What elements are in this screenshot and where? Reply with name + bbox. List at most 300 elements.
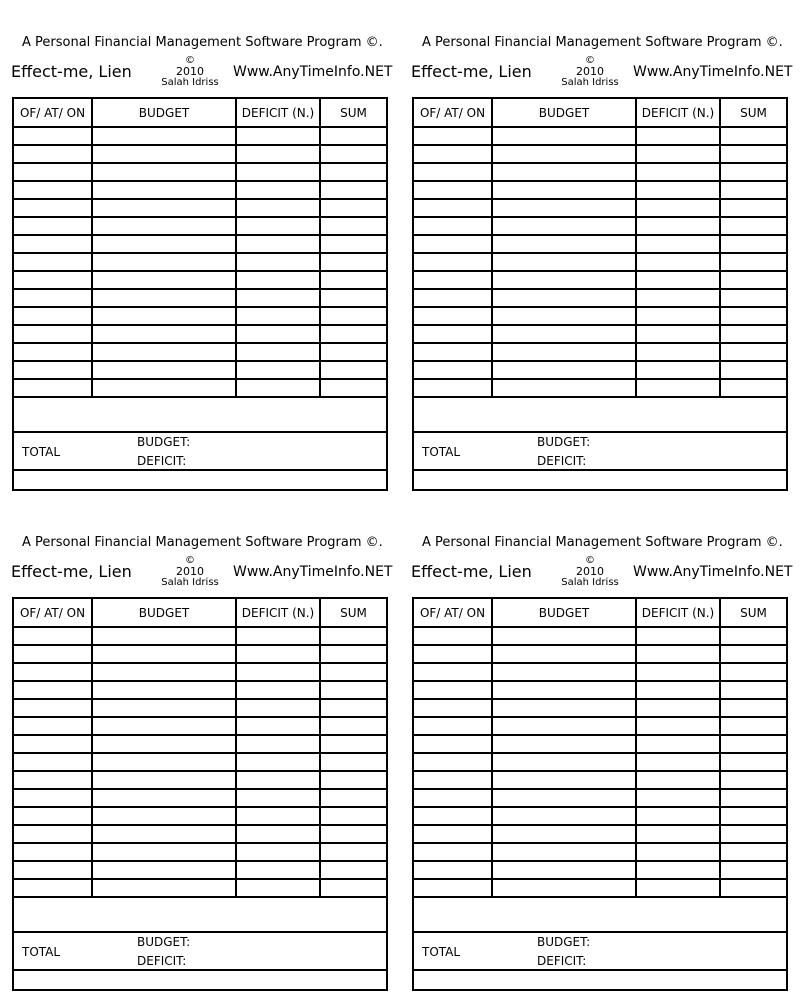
ledger-row bbox=[14, 699, 386, 717]
ledger-row bbox=[14, 627, 386, 645]
deficit-cell[interactable] bbox=[636, 861, 720, 879]
date-cell[interactable] bbox=[414, 145, 492, 163]
deficit-cell[interactable] bbox=[236, 663, 320, 681]
budget-cell[interactable] bbox=[92, 289, 236, 307]
deficit-cell[interactable] bbox=[636, 235, 720, 253]
deficit-cell[interactable] bbox=[236, 199, 320, 217]
deficit-cell[interactable] bbox=[236, 771, 320, 789]
deficit-cell[interactable] bbox=[636, 879, 720, 897]
deficit-cell[interactable] bbox=[236, 145, 320, 163]
column-header-deficit: DEFICIT (N.) bbox=[236, 599, 320, 627]
deficit-cell[interactable] bbox=[236, 627, 320, 645]
date-cell[interactable] bbox=[414, 253, 492, 271]
date-cell[interactable] bbox=[414, 879, 492, 897]
sum-cell[interactable] bbox=[720, 235, 786, 253]
date-cell[interactable] bbox=[14, 199, 92, 217]
ledger-row bbox=[414, 753, 786, 771]
date-cell[interactable] bbox=[414, 127, 492, 145]
budget-cell[interactable] bbox=[492, 825, 636, 843]
date-cell[interactable] bbox=[14, 145, 92, 163]
deficit-cell[interactable] bbox=[636, 807, 720, 825]
deficit-cell[interactable] bbox=[636, 271, 720, 289]
date-cell[interactable] bbox=[14, 127, 92, 145]
date-cell[interactable] bbox=[414, 235, 492, 253]
date-cell[interactable] bbox=[14, 235, 92, 253]
deficit-cell[interactable] bbox=[636, 753, 720, 771]
ledger-row bbox=[14, 843, 386, 861]
sum-cell[interactable] bbox=[720, 789, 786, 807]
budget-cell[interactable] bbox=[92, 271, 236, 289]
date-cell[interactable] bbox=[14, 843, 92, 861]
budget-cell[interactable] bbox=[92, 199, 236, 217]
date-cell[interactable] bbox=[14, 271, 92, 289]
budget-cell[interactable] bbox=[92, 735, 236, 753]
sum-cell[interactable] bbox=[720, 843, 786, 861]
deficit-cell[interactable] bbox=[236, 307, 320, 325]
ledger-row bbox=[414, 807, 786, 825]
ledger-row bbox=[14, 681, 386, 699]
deficit-cell[interactable] bbox=[236, 807, 320, 825]
sum-cell[interactable] bbox=[320, 127, 386, 145]
sum-cell[interactable] bbox=[720, 717, 786, 735]
date-cell[interactable] bbox=[14, 645, 92, 663]
footer-row bbox=[414, 969, 786, 991]
ledger-row bbox=[14, 645, 386, 663]
budget-cell[interactable] bbox=[92, 717, 236, 735]
sum-cell[interactable] bbox=[320, 627, 386, 645]
ledger-row bbox=[414, 735, 786, 753]
sum-cell[interactable] bbox=[320, 645, 386, 663]
sum-cell[interactable] bbox=[720, 325, 786, 343]
date-cell[interactable] bbox=[414, 735, 492, 753]
date-cell[interactable] bbox=[414, 717, 492, 735]
sum-cell[interactable] bbox=[720, 735, 786, 753]
deficit-cell[interactable] bbox=[636, 343, 720, 361]
sum-cell[interactable] bbox=[720, 163, 786, 181]
deficit-cell[interactable] bbox=[236, 645, 320, 663]
sum-cell[interactable] bbox=[720, 879, 786, 897]
sum-cell[interactable] bbox=[720, 181, 786, 199]
sum-cell[interactable] bbox=[320, 199, 386, 217]
budget-cell[interactable] bbox=[92, 325, 236, 343]
date-cell[interactable] bbox=[14, 663, 92, 681]
sum-cell[interactable] bbox=[320, 379, 386, 397]
sum-cell[interactable] bbox=[320, 681, 386, 699]
deficit-cell[interactable] bbox=[636, 843, 720, 861]
sum-cell[interactable] bbox=[320, 217, 386, 235]
date-cell[interactable] bbox=[14, 163, 92, 181]
budget-card bbox=[400, 500, 800, 1000]
total-label: TOTAL bbox=[422, 945, 461, 959]
budget-cell[interactable] bbox=[492, 807, 636, 825]
sum-cell[interactable] bbox=[720, 127, 786, 145]
budget-cell[interactable] bbox=[492, 663, 636, 681]
date-cell[interactable] bbox=[14, 325, 92, 343]
website-text: Www.AnyTimeInfo.NET bbox=[233, 564, 393, 580]
column-header-deficit: DEFICIT (N.) bbox=[636, 599, 720, 627]
total-label: TOTAL bbox=[422, 445, 461, 459]
budget-total-label: BUDGET: bbox=[537, 435, 591, 449]
ledger-row bbox=[14, 771, 386, 789]
date-cell[interactable] bbox=[414, 199, 492, 217]
budget-cell[interactable] bbox=[492, 753, 636, 771]
deficit-cell[interactable] bbox=[636, 361, 720, 379]
budget-cell[interactable] bbox=[492, 879, 636, 897]
deficit-cell[interactable] bbox=[236, 217, 320, 235]
date-cell[interactable] bbox=[414, 217, 492, 235]
sum-cell[interactable] bbox=[720, 663, 786, 681]
sum-cell[interactable] bbox=[320, 735, 386, 753]
budget-cell[interactable] bbox=[492, 325, 636, 343]
date-cell[interactable] bbox=[414, 325, 492, 343]
deficit-cell[interactable] bbox=[236, 789, 320, 807]
column-header-sum: SUM bbox=[320, 99, 386, 127]
date-cell[interactable] bbox=[14, 379, 92, 397]
budget-cell[interactable] bbox=[492, 627, 636, 645]
column-header-sum: SUM bbox=[720, 599, 786, 627]
sum-cell[interactable] bbox=[320, 717, 386, 735]
deficit-cell[interactable] bbox=[636, 735, 720, 753]
budget-cell[interactable] bbox=[92, 879, 236, 897]
budget-cell[interactable] bbox=[492, 271, 636, 289]
column-header-date: OF/ AT/ ON bbox=[414, 599, 492, 627]
sum-cell[interactable] bbox=[720, 681, 786, 699]
ledger-sheet bbox=[412, 97, 788, 491]
ledger-row bbox=[414, 235, 786, 253]
budget-cell[interactable] bbox=[492, 163, 636, 181]
date-cell[interactable] bbox=[414, 753, 492, 771]
deficit-cell[interactable] bbox=[236, 163, 320, 181]
sum-cell[interactable] bbox=[320, 145, 386, 163]
budget-cell[interactable] bbox=[92, 343, 236, 361]
date-cell[interactable] bbox=[414, 861, 492, 879]
date-cell[interactable] bbox=[414, 379, 492, 397]
date-cell[interactable] bbox=[14, 289, 92, 307]
date-cell[interactable] bbox=[14, 343, 92, 361]
date-cell[interactable] bbox=[414, 271, 492, 289]
ledger-row bbox=[414, 361, 786, 379]
budget-cell[interactable] bbox=[492, 379, 636, 397]
ledger-row bbox=[14, 789, 386, 807]
budget-cell[interactable] bbox=[492, 717, 636, 735]
budget-cell[interactable] bbox=[92, 627, 236, 645]
ledger-row bbox=[14, 253, 386, 271]
date-cell[interactable] bbox=[14, 879, 92, 897]
deficit-cell[interactable] bbox=[236, 361, 320, 379]
ledger-row bbox=[14, 163, 386, 181]
deficit-cell[interactable] bbox=[636, 825, 720, 843]
budget-card bbox=[0, 0, 400, 500]
deficit-cell[interactable] bbox=[236, 681, 320, 699]
deficit-cell[interactable] bbox=[236, 379, 320, 397]
ledger-row bbox=[414, 253, 786, 271]
deficit-cell[interactable] bbox=[236, 735, 320, 753]
ledger-row bbox=[414, 217, 786, 235]
budget-cell[interactable] bbox=[492, 181, 636, 199]
deficit-cell[interactable] bbox=[636, 627, 720, 645]
deficit-cell[interactable] bbox=[236, 127, 320, 145]
deficit-cell[interactable] bbox=[236, 879, 320, 897]
budget-cell[interactable] bbox=[92, 361, 236, 379]
deficit-cell[interactable] bbox=[236, 843, 320, 861]
sum-cell[interactable] bbox=[720, 307, 786, 325]
date-cell[interactable] bbox=[14, 627, 92, 645]
budget-cell[interactable] bbox=[92, 825, 236, 843]
budget-cell[interactable] bbox=[492, 199, 636, 217]
column-header-sum: SUM bbox=[720, 99, 786, 127]
budget-cell[interactable] bbox=[92, 753, 236, 771]
budget-cell[interactable] bbox=[492, 253, 636, 271]
budget-cell[interactable] bbox=[492, 861, 636, 879]
deficit-cell[interactable] bbox=[236, 289, 320, 307]
deficit-cell[interactable] bbox=[636, 379, 720, 397]
ledger-row bbox=[414, 343, 786, 361]
sum-cell[interactable] bbox=[720, 379, 786, 397]
ledger-row bbox=[14, 145, 386, 163]
date-cell[interactable] bbox=[14, 681, 92, 699]
column-header-sum: SUM bbox=[320, 599, 386, 627]
sum-cell[interactable] bbox=[720, 289, 786, 307]
budget-cell[interactable] bbox=[492, 645, 636, 663]
date-cell[interactable] bbox=[14, 217, 92, 235]
brand-name: Effect-me, Lien bbox=[11, 562, 132, 581]
date-cell[interactable] bbox=[14, 771, 92, 789]
date-cell[interactable] bbox=[14, 825, 92, 843]
date-cell[interactable] bbox=[414, 627, 492, 645]
sum-cell[interactable] bbox=[320, 699, 386, 717]
date-cell[interactable] bbox=[14, 181, 92, 199]
deficit-total-label: DEFICIT: bbox=[537, 454, 587, 468]
deficit-cell[interactable] bbox=[236, 825, 320, 843]
sum-cell[interactable] bbox=[320, 825, 386, 843]
deficit-cell[interactable] bbox=[636, 663, 720, 681]
sum-cell[interactable] bbox=[320, 271, 386, 289]
sum-cell[interactable] bbox=[320, 307, 386, 325]
copyright-block bbox=[150, 555, 230, 588]
deficit-cell[interactable] bbox=[636, 717, 720, 735]
sum-cell[interactable] bbox=[720, 699, 786, 717]
ledger-row bbox=[414, 199, 786, 217]
sum-cell[interactable] bbox=[320, 289, 386, 307]
sum-cell[interactable] bbox=[720, 199, 786, 217]
date-cell[interactable] bbox=[414, 681, 492, 699]
sum-cell[interactable] bbox=[320, 753, 386, 771]
sum-cell[interactable] bbox=[720, 645, 786, 663]
date-cell[interactable] bbox=[14, 699, 92, 717]
budget-cell[interactable] bbox=[492, 361, 636, 379]
total-section bbox=[414, 931, 786, 971]
budget-cell[interactable] bbox=[92, 681, 236, 699]
deficit-cell[interactable] bbox=[236, 325, 320, 343]
budget-cell[interactable] bbox=[492, 681, 636, 699]
sum-cell[interactable] bbox=[720, 807, 786, 825]
deficit-cell[interactable] bbox=[236, 253, 320, 271]
ledger-row bbox=[14, 717, 386, 735]
deficit-cell[interactable] bbox=[636, 681, 720, 699]
budget-cell[interactable] bbox=[92, 379, 236, 397]
sum-cell[interactable] bbox=[320, 663, 386, 681]
deficit-cell[interactable] bbox=[636, 145, 720, 163]
deficit-cell[interactable] bbox=[636, 127, 720, 145]
budget-total-label: BUDGET: bbox=[137, 935, 191, 949]
budget-cell[interactable] bbox=[492, 699, 636, 717]
budget-cell[interactable] bbox=[92, 663, 236, 681]
budget-cell[interactable] bbox=[492, 145, 636, 163]
budget-cell[interactable] bbox=[492, 735, 636, 753]
budget-cell[interactable] bbox=[92, 771, 236, 789]
deficit-cell[interactable] bbox=[236, 861, 320, 879]
sum-cell[interactable] bbox=[720, 217, 786, 235]
sum-cell[interactable] bbox=[720, 253, 786, 271]
sum-cell[interactable] bbox=[320, 325, 386, 343]
deficit-cell[interactable] bbox=[636, 325, 720, 343]
budget-cell[interactable] bbox=[92, 699, 236, 717]
date-cell[interactable] bbox=[414, 163, 492, 181]
column-header-budget: BUDGET bbox=[492, 99, 636, 127]
budget-cell[interactable] bbox=[492, 217, 636, 235]
sum-cell[interactable] bbox=[320, 343, 386, 361]
deficit-cell[interactable] bbox=[236, 753, 320, 771]
deficit-cell[interactable] bbox=[236, 699, 320, 717]
budget-cell[interactable] bbox=[492, 843, 636, 861]
deficit-cell[interactable] bbox=[636, 789, 720, 807]
date-cell[interactable] bbox=[14, 753, 92, 771]
date-cell[interactable] bbox=[14, 253, 92, 271]
sum-cell[interactable] bbox=[320, 361, 386, 379]
date-cell[interactable] bbox=[414, 807, 492, 825]
sum-cell[interactable] bbox=[720, 753, 786, 771]
budget-cell[interactable] bbox=[92, 127, 236, 145]
deficit-cell[interactable] bbox=[636, 771, 720, 789]
budget-cell[interactable] bbox=[492, 235, 636, 253]
author-name: Salah Idriss bbox=[561, 77, 619, 88]
deficit-cell[interactable] bbox=[236, 181, 320, 199]
deficit-cell[interactable] bbox=[636, 217, 720, 235]
deficit-cell[interactable] bbox=[236, 717, 320, 735]
date-cell[interactable] bbox=[414, 789, 492, 807]
sum-cell[interactable] bbox=[720, 861, 786, 879]
deficit-cell[interactable] bbox=[236, 235, 320, 253]
budget-cell[interactable] bbox=[492, 289, 636, 307]
sum-cell[interactable] bbox=[320, 789, 386, 807]
budget-cell[interactable] bbox=[92, 253, 236, 271]
date-cell[interactable] bbox=[414, 343, 492, 361]
date-cell[interactable] bbox=[414, 843, 492, 861]
date-cell[interactable] bbox=[414, 181, 492, 199]
ledger-row bbox=[14, 663, 386, 681]
date-cell[interactable] bbox=[414, 825, 492, 843]
deficit-total-label: DEFICIT: bbox=[137, 954, 187, 968]
date-cell[interactable] bbox=[14, 717, 92, 735]
budget-cell[interactable] bbox=[92, 789, 236, 807]
budget-cell[interactable] bbox=[92, 181, 236, 199]
deficit-cell[interactable] bbox=[636, 181, 720, 199]
deficit-cell[interactable] bbox=[636, 289, 720, 307]
sum-cell[interactable] bbox=[720, 825, 786, 843]
sum-cell[interactable] bbox=[320, 861, 386, 879]
copyright-block bbox=[550, 55, 630, 88]
sum-cell[interactable] bbox=[720, 771, 786, 789]
date-cell[interactable] bbox=[14, 361, 92, 379]
column-header-date: OF/ AT/ ON bbox=[414, 99, 492, 127]
deficit-cell[interactable] bbox=[636, 199, 720, 217]
ledger-row bbox=[14, 861, 386, 879]
sum-cell[interactable] bbox=[320, 843, 386, 861]
date-cell[interactable] bbox=[14, 789, 92, 807]
budget-cell[interactable] bbox=[92, 861, 236, 879]
sum-cell[interactable] bbox=[720, 627, 786, 645]
date-cell[interactable] bbox=[14, 735, 92, 753]
sum-cell[interactable] bbox=[320, 807, 386, 825]
ledger-header-row bbox=[414, 599, 786, 627]
budget-cell[interactable] bbox=[492, 789, 636, 807]
website-text: Www.AnyTimeInfo.NET bbox=[633, 564, 793, 580]
budget-cell[interactable] bbox=[92, 645, 236, 663]
date-cell[interactable] bbox=[414, 699, 492, 717]
column-header-budget: BUDGET bbox=[492, 599, 636, 627]
budget-cell[interactable] bbox=[92, 235, 236, 253]
budget-cell[interactable] bbox=[92, 807, 236, 825]
budget-cell[interactable] bbox=[92, 163, 236, 181]
column-header-deficit: DEFICIT (N.) bbox=[236, 99, 320, 127]
deficit-cell[interactable] bbox=[636, 253, 720, 271]
sum-cell[interactable] bbox=[720, 343, 786, 361]
sum-cell[interactable] bbox=[320, 181, 386, 199]
date-cell[interactable] bbox=[414, 771, 492, 789]
date-cell[interactable] bbox=[14, 307, 92, 325]
budget-cell[interactable] bbox=[92, 145, 236, 163]
deficit-cell[interactable] bbox=[636, 645, 720, 663]
date-cell[interactable] bbox=[414, 307, 492, 325]
sum-cell[interactable] bbox=[320, 253, 386, 271]
budget-cell[interactable] bbox=[492, 307, 636, 325]
date-cell[interactable] bbox=[14, 861, 92, 879]
budget-cell[interactable] bbox=[492, 343, 636, 361]
date-cell[interactable] bbox=[414, 663, 492, 681]
column-header-date: OF/ AT/ ON bbox=[14, 99, 92, 127]
ledger-row bbox=[414, 879, 786, 897]
sum-cell[interactable] bbox=[720, 361, 786, 379]
budget-cell[interactable] bbox=[92, 217, 236, 235]
sum-cell[interactable] bbox=[320, 771, 386, 789]
sum-cell[interactable] bbox=[720, 145, 786, 163]
copyright-icon: © bbox=[585, 555, 595, 566]
budget-cell[interactable] bbox=[92, 307, 236, 325]
date-cell[interactable] bbox=[14, 807, 92, 825]
column-header-deficit: DEFICIT (N.) bbox=[636, 99, 720, 127]
budget-total-label: BUDGET: bbox=[537, 935, 591, 949]
deficit-cell[interactable] bbox=[236, 271, 320, 289]
website-text: Www.AnyTimeInfo.NET bbox=[233, 64, 393, 80]
sum-cell[interactable] bbox=[320, 879, 386, 897]
budget-cell[interactable] bbox=[492, 127, 636, 145]
budget-cell[interactable] bbox=[492, 771, 636, 789]
deficit-cell[interactable] bbox=[236, 343, 320, 361]
sum-cell[interactable] bbox=[720, 271, 786, 289]
date-cell[interactable] bbox=[414, 361, 492, 379]
sum-cell[interactable] bbox=[320, 163, 386, 181]
deficit-cell[interactable] bbox=[636, 699, 720, 717]
sum-cell[interactable] bbox=[320, 235, 386, 253]
copyright-block bbox=[550, 555, 630, 588]
date-cell[interactable] bbox=[414, 645, 492, 663]
date-cell[interactable] bbox=[414, 289, 492, 307]
deficit-cell[interactable] bbox=[636, 307, 720, 325]
author-name: Salah Idriss bbox=[161, 77, 219, 88]
budget-cell[interactable] bbox=[92, 843, 236, 861]
ledger-header-row bbox=[14, 99, 386, 127]
deficit-cell[interactable] bbox=[636, 163, 720, 181]
